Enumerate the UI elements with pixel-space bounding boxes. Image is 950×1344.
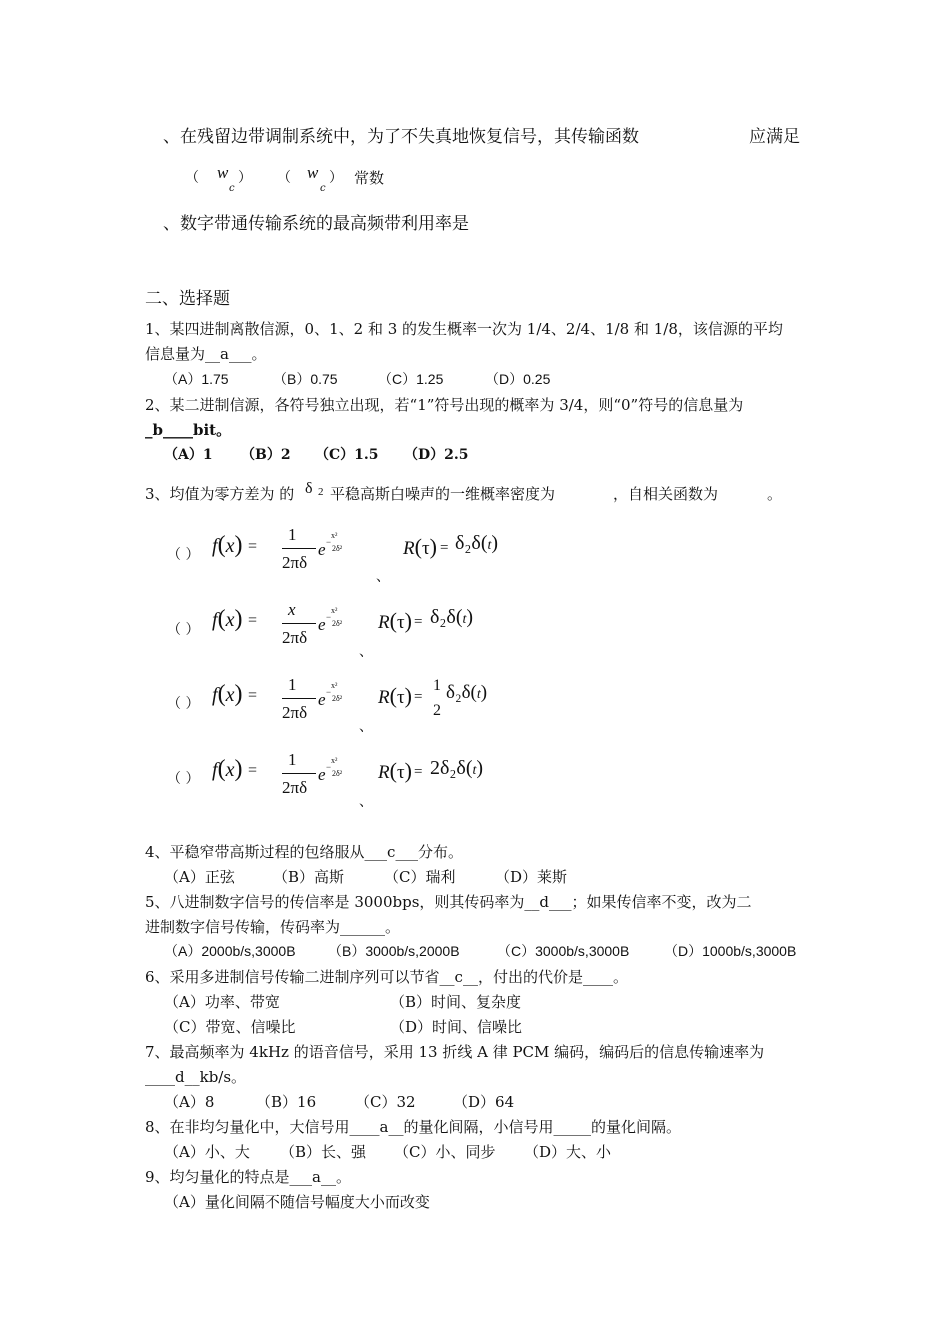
vsb-condition-paren-right-2: ） bbox=[329, 170, 343, 186]
vsb-condition-paren-left-2: （ bbox=[277, 170, 291, 186]
q7-option-d: （D）64 bbox=[453, 1093, 515, 1111]
q3-b-R: R(τ) bbox=[378, 608, 412, 633]
q3-a-exp-neg: − bbox=[326, 537, 332, 547]
vsb-condition-paren-right-1: ） bbox=[238, 170, 252, 186]
q3-stem-sup: 2 bbox=[318, 486, 324, 498]
q3-d-exp-neg: − bbox=[326, 762, 332, 772]
q3-d-exp-den: 2δ² bbox=[332, 769, 343, 778]
q3-b-fraction-bar bbox=[282, 623, 316, 624]
question-vsb: 、在残留边带调制系统中，为了不失真地恢复信号，其传输函数 bbox=[163, 127, 639, 147]
q5-option-c: （C）3000b/s,3000B bbox=[497, 943, 630, 959]
q3-b-den: 2πδ bbox=[282, 628, 308, 647]
q6-line1: 6、采用多进制信号传输二进制序列可以节省__c__，付出的代价是____。 bbox=[145, 968, 628, 986]
q1-option-d: （D）0.25 bbox=[485, 371, 551, 387]
vsb-condition-c-1: c bbox=[229, 183, 235, 194]
q3-a-fraction-bar bbox=[282, 548, 316, 549]
q3-stem-mid2: ，自相关函数为 bbox=[613, 485, 719, 503]
q2-option-a: （A）1 bbox=[164, 447, 213, 463]
q9-option-a: （A）量化间隔不随信号幅度大小而改变 bbox=[164, 1193, 430, 1211]
q3-d-eq: = bbox=[248, 762, 258, 779]
q1-line1: 1、某四进制离散信源，0、1、2 和 3 的发生概率一次为 1/4、2/4、1/8 和 1/8，该信源的平均 bbox=[145, 320, 783, 338]
q3-c-exp-den: 2δ² bbox=[332, 694, 343, 703]
q3-c-half-num: 1 bbox=[433, 677, 441, 694]
q5-option-a: （A）2000b/s,3000B bbox=[164, 943, 296, 959]
question-vsb-tail: 应满足 bbox=[749, 127, 800, 147]
q2-option-b: （B）2 bbox=[241, 447, 291, 463]
q3-d-exp-num: x² bbox=[331, 756, 338, 765]
q3-d-den: 2πδ bbox=[282, 778, 308, 797]
q3-c-num: 1 bbox=[288, 675, 297, 694]
q3-option-a-paren: （ ） bbox=[167, 547, 200, 563]
q3-a-exp-den: 2δ² bbox=[332, 544, 343, 553]
q3-option-d-paren: （ ） bbox=[167, 771, 200, 787]
q6-option-b: （B）时间、复杂度 bbox=[390, 993, 522, 1011]
q8-option-a: （A）小、大 bbox=[164, 1143, 250, 1161]
q3-a-rhs: δ₂δ(t) bbox=[455, 532, 499, 554]
q3-b-eq2: = bbox=[414, 614, 423, 630]
q3-c-e: e bbox=[318, 690, 326, 709]
q3-b-exp-num: x² bbox=[331, 606, 338, 615]
q7-line2: ____d__kb/s。 bbox=[145, 1068, 247, 1086]
q3-a-sep: 、 bbox=[376, 569, 390, 585]
q3-c-half-den: 2 bbox=[433, 702, 441, 719]
q8-line1: 8、在非均匀量化中，大信号用____a__的量化间隔，小信号用_____的量化间隔。 bbox=[145, 1118, 681, 1136]
q8-option-b: （B）长、强 bbox=[280, 1143, 367, 1161]
q3-stem-mid: 平稳高斯白噪声的一维概率密度为 bbox=[330, 485, 556, 503]
q2-option-c: （C）1.5 bbox=[315, 447, 379, 463]
q3-a-e: e bbox=[318, 540, 326, 559]
q2-line1: 2、某二进制信源，各符号独立出现，若“1”符号出现的概率为 3/4，则“0”符号的信息量为 bbox=[145, 396, 744, 414]
q3-c-rhs: δ₂δ(t) bbox=[446, 682, 488, 703]
q6-option-c: （C）带宽、信噪比 bbox=[164, 1018, 296, 1036]
vsb-condition-w-1: w bbox=[217, 163, 229, 182]
q3-a-den: 2πδ bbox=[282, 553, 308, 572]
q7-option-a: （A）8 bbox=[164, 1093, 215, 1111]
q3-stem-delta: δ bbox=[305, 480, 313, 497]
vsb-condition-const: 常数 bbox=[354, 169, 385, 187]
q3-b-f: f(x) bbox=[212, 606, 243, 632]
q3-c-fraction-bar bbox=[282, 698, 316, 699]
q3-d-e: e bbox=[318, 765, 326, 784]
q3-a-eq: = bbox=[248, 538, 258, 555]
q3-d-rhs: 2δ₂δ(t) bbox=[430, 757, 484, 779]
q3-stem-end: 。 bbox=[767, 485, 783, 503]
q3-d-R: R(τ) bbox=[378, 758, 412, 783]
q3-d-sep: 、 bbox=[359, 794, 373, 810]
q8-option-d: （D）大、小 bbox=[524, 1143, 612, 1161]
q3-a-num: 1 bbox=[288, 525, 297, 544]
q3-a-f: f(x) bbox=[212, 532, 243, 558]
q7-line1: 7、最高频率为 4kHz 的语音信号，采用 13 折线 A 律 PCM 编码，编码后的信息传输速率为 bbox=[145, 1043, 765, 1061]
q3-d-eq2: = bbox=[414, 764, 423, 780]
q4-option-a: （A）正弦 bbox=[164, 868, 235, 886]
q3-d-fraction-bar bbox=[282, 773, 316, 774]
q4-line1: 4、平稳窄带高斯过程的包络服从___c___分布。 bbox=[145, 843, 463, 861]
q3-c-den: 2πδ bbox=[282, 703, 308, 722]
q1-line2: 信息量为__a___。 bbox=[145, 345, 267, 363]
q9-line1: 9、均匀量化的特点是___a__。 bbox=[145, 1168, 351, 1186]
q3-d-f: f(x) bbox=[212, 756, 243, 782]
question-bandwidth: 、数字带通传输系统的最高频带利用率是 bbox=[163, 214, 469, 234]
q3-c-sep: 、 bbox=[359, 719, 373, 735]
q3-c-f: f(x) bbox=[212, 681, 243, 707]
q3-b-exp-neg: − bbox=[326, 612, 332, 622]
q5-option-b: （B）3000b/s,2000B bbox=[328, 943, 460, 959]
q3-a-exp-num: x² bbox=[331, 531, 338, 540]
q4-option-d: （D）莱斯 bbox=[495, 868, 568, 886]
q3-d-num: 1 bbox=[288, 750, 297, 769]
q3-c-eq: = bbox=[248, 687, 258, 704]
q3-option-c-paren: （ ） bbox=[167, 696, 200, 712]
q5-line1: 5、八进制数字信号的传信率是 3000bps，则其传码率为__d___；如果传信率不变，改为二 bbox=[145, 893, 752, 911]
q3-a-eq2: = bbox=[440, 540, 449, 556]
q3-a-R: R(τ) bbox=[403, 534, 437, 559]
q3-stem-pre: 3、均值为零方差为 的 bbox=[145, 485, 295, 503]
q3-b-exp-den: 2δ² bbox=[332, 619, 343, 628]
q1-option-c: （C）1.25 bbox=[378, 371, 444, 387]
q5-option-d: （D）1000b/s,3000B bbox=[664, 943, 797, 959]
q1-option-a: （A）1.75 bbox=[164, 371, 229, 387]
q3-b-e: e bbox=[318, 615, 326, 634]
q2-line2: _b____bit。 bbox=[145, 421, 232, 439]
section-title: 二、选择题 bbox=[145, 289, 230, 309]
q3-option-b-paren: （ ） bbox=[167, 622, 200, 638]
q4-option-c: （C）瑞利 bbox=[384, 868, 456, 886]
vsb-condition-c-2: c bbox=[320, 183, 326, 194]
q8-option-c: （C）小、同步 bbox=[394, 1143, 496, 1161]
q3-b-num: x bbox=[288, 600, 296, 619]
q6-option-a: （A）功率、带宽 bbox=[164, 993, 280, 1011]
q2-option-d: （D）2.5 bbox=[404, 447, 469, 463]
vsb-condition-paren-left-1: （ bbox=[185, 170, 199, 186]
q3-c-exp-num: x² bbox=[331, 681, 338, 690]
q3-b-rhs: δ₂δ(t) bbox=[430, 606, 474, 628]
q3-b-eq: = bbox=[248, 612, 258, 629]
q7-option-b: （B）16 bbox=[256, 1093, 317, 1111]
q1-option-b: （B）0.75 bbox=[273, 371, 338, 387]
q3-c-eq2: = bbox=[414, 689, 423, 705]
q3-c-exp-neg: − bbox=[326, 687, 332, 697]
q4-option-b: （B）高斯 bbox=[273, 868, 345, 886]
q3-c-R: R(τ) bbox=[378, 683, 412, 708]
q7-option-c: （C）32 bbox=[355, 1093, 416, 1111]
q5-line2: 进制数字信号传输，传码率为______。 bbox=[145, 918, 401, 936]
q3-b-sep: 、 bbox=[359, 644, 373, 660]
q6-option-d: （D）时间、信噪比 bbox=[390, 1018, 523, 1036]
vsb-condition-w-2: w bbox=[307, 163, 319, 182]
